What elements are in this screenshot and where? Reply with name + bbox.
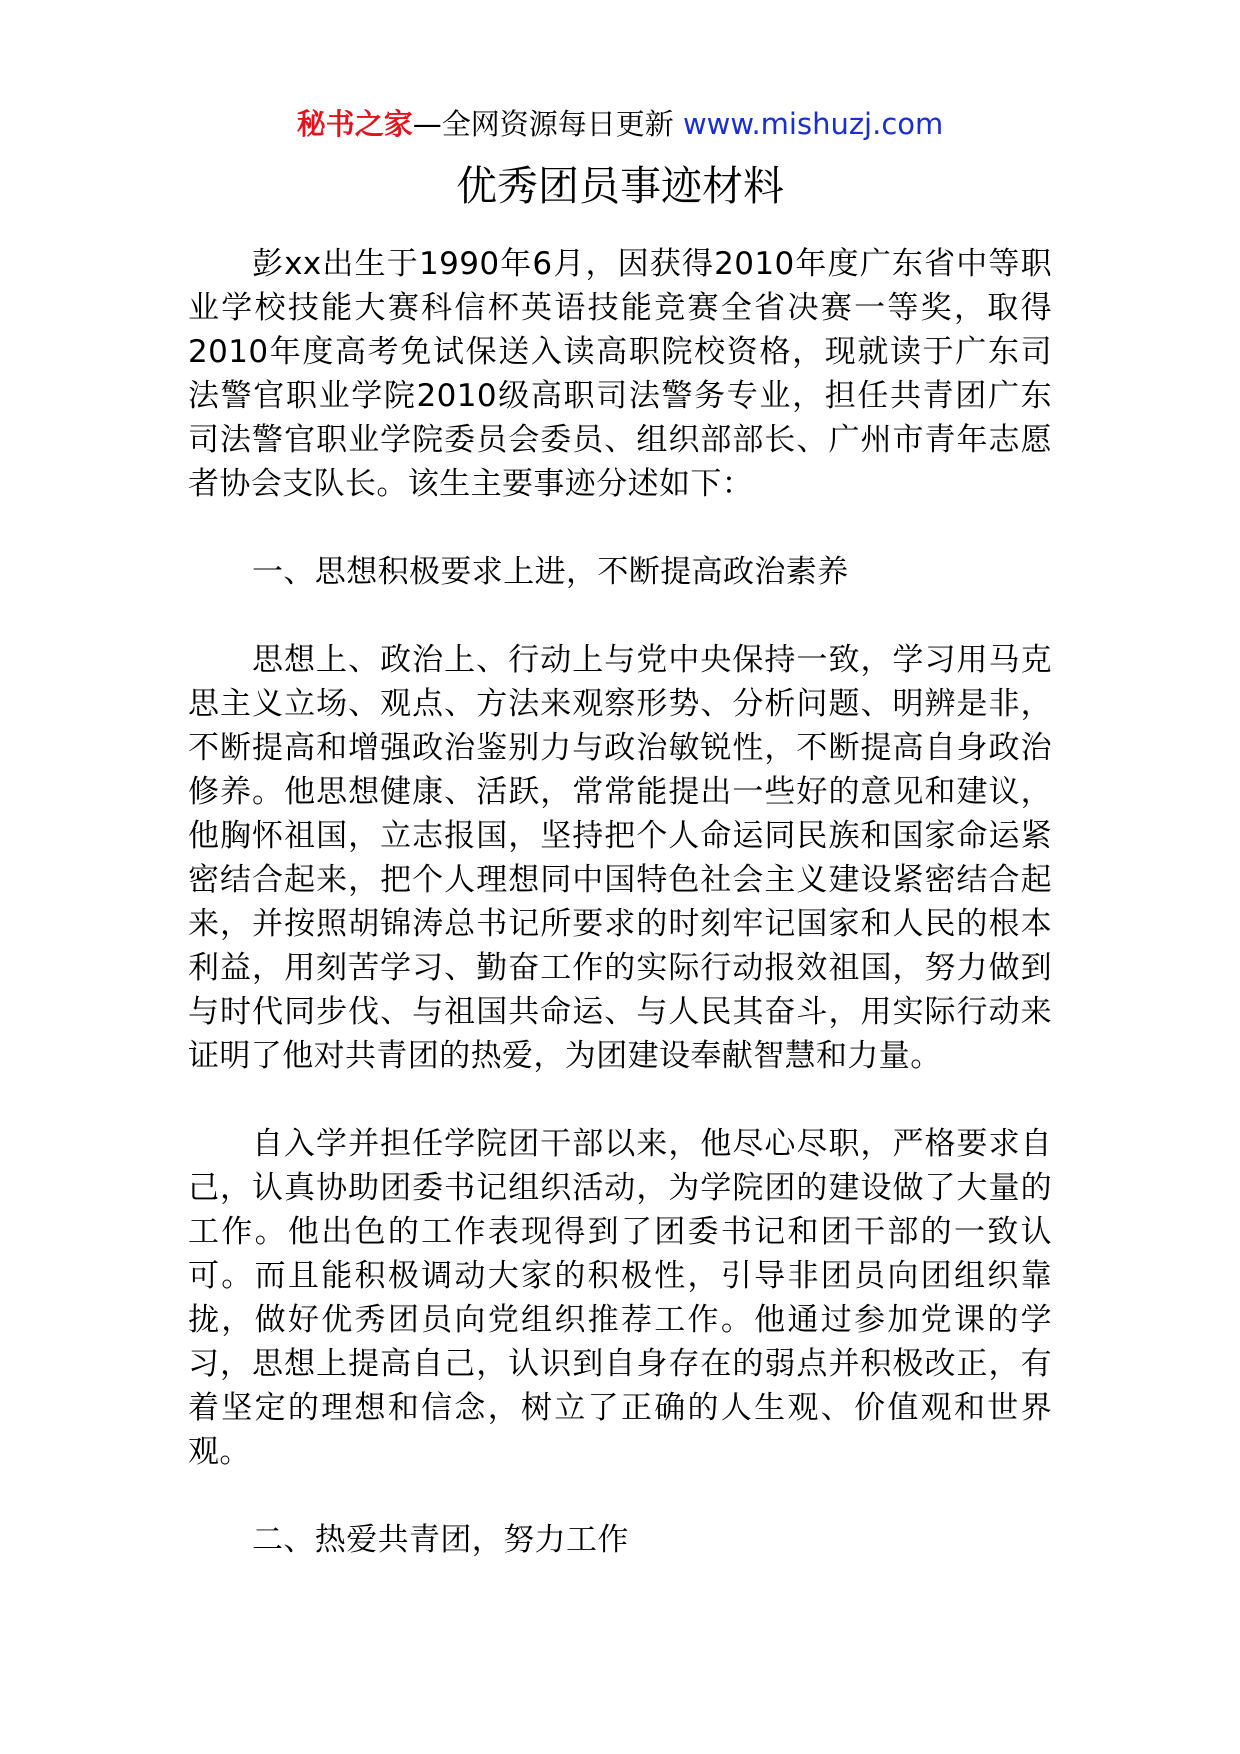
site-slogan: —全网资源每日更新 bbox=[412, 107, 683, 141]
document-body bbox=[188, 242, 1052, 1606]
section-1-paragraph-2: 自入学并担任学院团干部以来，他尽心尽职，严格要求自己，认真协助团委书记组织活动，为学院团的建设做了大量的工作。他出色的工作表现得到了团委书记和团干部的一致认可。而且能积极调动大家的积极性，引导非团员向团组织靠拢，做好优秀团员向党组织推荐工作。他通过参加党课的学习，思想上提高自己，认识到自身存在的弱点并积极改正，有着坚定的理想和信念，树立了正确的人生观、价值观和世界观。 bbox=[188, 1126, 1052, 1470]
section-1-paragraph-1: 思想上、政治上、行动上与党中央保持一致，学习用马克思主义立场、观点、方法来观察形势、分析问题、明辨是非，不断提高和增强政治鉴别力与政治敏锐性，不断提高自身政治修养。他思想健康、活跃，常常能提出一些好的意见和建议，他胸怀祖国，立志报国，坚持把个人命运同民族和国家命运紧密结合起来，把个人理想同中国特色社会主义建设紧密结合起来，并按照胡锦涛总书记所要求的时刻牢记国家和人民的根本利益，用刻苦学习、勤奋工作的实际行动报效祖国，努力做到与时代同步伐、与祖国共命运、与人民其奋斗，用实际行动来证明了他对共青团的热爱，为团建设奉献智慧和力量。 bbox=[188, 642, 1052, 1074]
intro-paragraph: 彭xx出生于1990年6月，因获得2010年度广东省中等职业学校技能大赛科信杯英语技能竞赛全省决赛一等奖，取得2010年度高考免试保送入读高职院校资格，现就读于广东司法警官职业学院2010级高职司法警务专业，担任共青团广东司法警官职业学院委员会委员、组织部部长、广州市青年志愿者协会支队长。该生主要事迹分述如下： bbox=[188, 246, 1052, 502]
section-heading-2: 二、热爱共青团，努力工作 bbox=[252, 1522, 629, 1558]
site-brand: 秘书之家 bbox=[296, 107, 413, 141]
document-title: 优秀团员事迹材料 bbox=[456, 162, 784, 210]
site-header bbox=[0, 104, 1240, 144]
section-heading-1: 一、思想积极要求上进，不断提高政治素养 bbox=[252, 554, 849, 590]
site-url-link[interactable]: www.mishuzj.com bbox=[682, 107, 944, 141]
